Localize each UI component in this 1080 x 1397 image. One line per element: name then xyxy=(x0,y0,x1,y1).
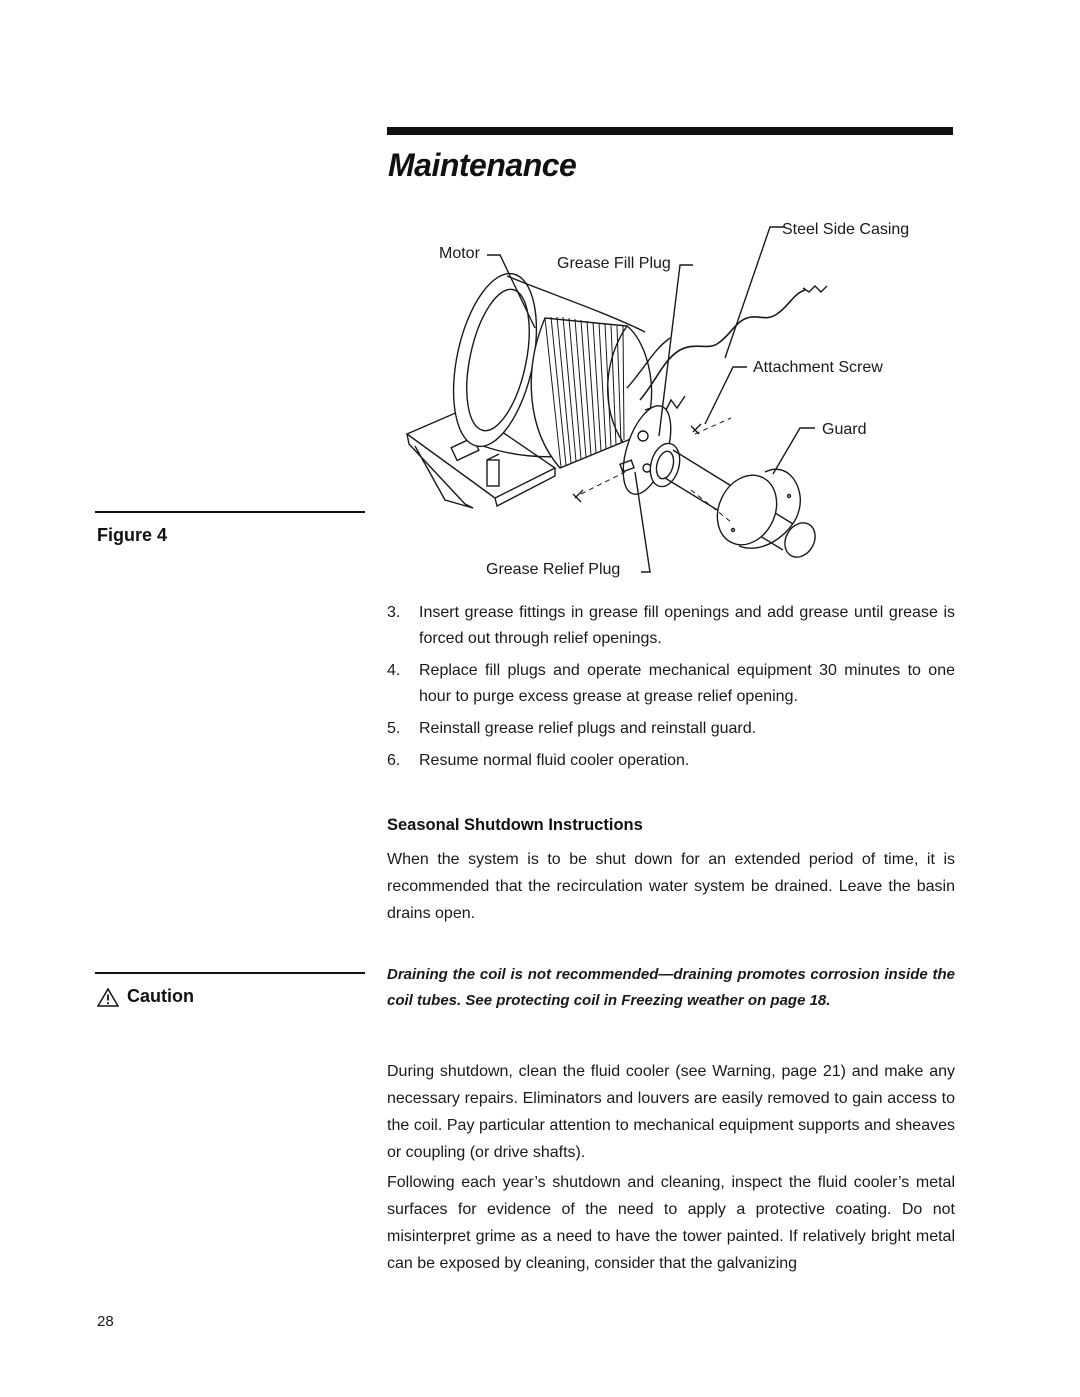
title-rule xyxy=(387,127,953,135)
page-number: 28 xyxy=(97,1313,114,1330)
callout-grease-relief-plug: Grease Relief Plug xyxy=(486,561,621,578)
callout-attachment-screw: Attachment Screw xyxy=(753,359,883,376)
step-item: 3. Insert grease fittings in grease fill openings and add grease until grease is forced out through relief openings. xyxy=(387,604,955,647)
warning-triangle-icon xyxy=(97,987,119,1007)
inspection-paragraph: Following each year’s shutdown and cleaning, inspect the fluid cooler’s metal surfaces for evidence of the need to apply a protective coating. Do not misinterpret grime as a need to have the tower painted. If relatively bright metal can be exposed by cleaning, consider that the galvanizing xyxy=(387,1174,955,1272)
step-item: 4. Replace fill plugs and operate mechanical equipment 30 minutes to one hour to purge excess grease at grease relief opening. xyxy=(387,662,955,705)
page-title: Maintenance xyxy=(388,147,577,183)
callout-motor: Motor xyxy=(439,245,480,262)
callout-guard: Guard xyxy=(822,421,867,438)
shutdown-paragraph: During shutdown, clean the fluid cooler (see Warning, page 21) and make any necessary repairs. Eliminators and louvers are easily removed to gain access to the coil. Pay particular attention to mechanical equipment supports and sheaves or coupling (or drive shafts). xyxy=(387,1063,955,1161)
section-heading: Seasonal Shutdown Instructions xyxy=(387,816,643,834)
caution-text: Draining the coil is not recommended—draining promotes corrosion inside the coil tubes. See protecting coil in Freezing weather on page 18. xyxy=(387,966,955,1009)
callout-steel-side-casing: Steel Side Casing xyxy=(782,221,910,238)
caution-rule xyxy=(95,972,365,974)
callout-grease-fill-plug: Grease Fill Plug xyxy=(557,255,671,272)
step-item: 5. Reinstall grease relief plugs and reinstall guard. xyxy=(387,720,757,737)
caution-label: Caution xyxy=(127,986,194,1006)
figure-label: Figure 4 xyxy=(97,525,168,545)
figure-illustration xyxy=(395,210,955,590)
caution-heading xyxy=(97,986,194,1007)
seasonal-intro: When the system is to be shut down for an extended period of time, it is recommended that the recirculation water system be drained. Leave the basin drains open. xyxy=(387,851,955,922)
maintenance-steps xyxy=(387,600,955,780)
figure-rule xyxy=(95,511,365,513)
step-item: 6. Resume normal fluid cooler operation. xyxy=(387,752,690,769)
motor-bearing-diagram xyxy=(395,210,955,590)
